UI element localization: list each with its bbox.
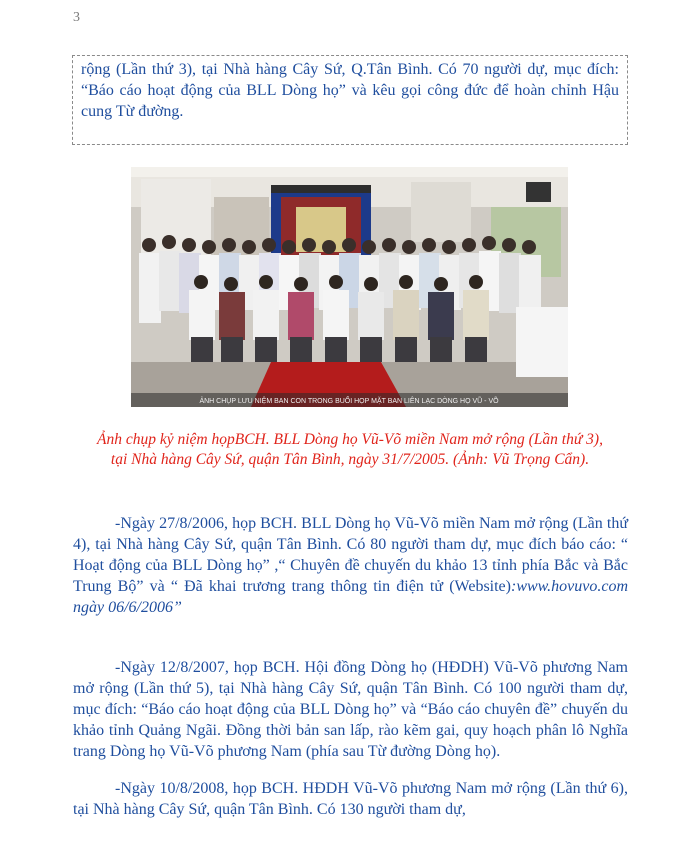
caption-line-2: tại Nhà hàng Cây Sứ, quận Tân Bình, ngày 31/7/2005. (Ảnh: Vũ Trọng Cẩn). (110, 451, 590, 468)
page-number: 3 (73, 10, 80, 25)
caption-line-1: Ảnh chụp kỷ niệm họpBCH. BLL Dòng họ Vũ-Võ miền Nam mở rộng (Lần thứ 3), (97, 431, 603, 448)
paragraph-2006-text: -Ngày 27/8/2006, họp BCH. BLL Dòng họ Vũ-Võ miền Nam mở rộng (Lần thứ 4), tại Nhà hàng Cây Sứ, quận Tân Bình. Có 80 người tham dự, mục đích báo cáo: “ Hoạt động của BLL Dòng họ” ,“ Chuyên đề chuyến du khảo 13 tỉnh phía Bắc và Bắc Trung Bộ” và “ Đã khai trương trang thông tin điện tử (Website) (73, 515, 628, 595)
photo-banner-text: ẢNH CHỤP LƯU NIỆM BAN CON TRONG BUỔI HỌP MẶT BAN LIÊN LẠC DÒNG HỌ VŨ - VÕ (199, 398, 499, 405)
textbox-text: rộng (Lần thứ 3), tại Nhà hàng Cây Sứ, Q.Tân Bình. Có 70 người dự, mục đích: “Báo cáo hoạt động của BLL Dòng họ” và kêu gọi công đức để hoàn chỉnh Hậu cung Từ đường. (81, 61, 619, 120)
continued-text-box (72, 55, 628, 145)
group-photo-drawing (131, 167, 568, 407)
paragraph-2007: -Ngày 12/8/2007, họp BCH. Hội đồng Dòng họ (HĐDH) Vũ-Võ phương Nam mở rộng (Lần thứ 5), tại Nhà hàng Cây Sứ, quận Tân Bình. Có 100 người tham dự, mục đích: “Báo cáo hoạt động của BLL Dòng họ” và “Báo cáo chuyên đề” chuyến du khảo tỉnh Quảng Ngãi. Đồng thời bản san lấp, rào kẽm gai, quy hoạch phân lô Nghĩa trang Dòng họ Vũ-Võ phương Nam (phía sau Từ đường Dòng họ). (73, 659, 628, 760)
photo-caption (60, 430, 640, 470)
group-photo (131, 167, 568, 407)
paragraph-2008: -Ngày 10/8/2008, họp BCH. HĐDH Vũ-Võ phương Nam mở rộng (Lần thứ 6), tại Nhà hàng Cây Sứ, quận Tân Bình. Có 130 người tham dự, (73, 780, 628, 818)
paragraph-2006 (73, 513, 628, 618)
website-text: :www.hovuvo.com ngày 06/6/2006” (73, 578, 628, 616)
